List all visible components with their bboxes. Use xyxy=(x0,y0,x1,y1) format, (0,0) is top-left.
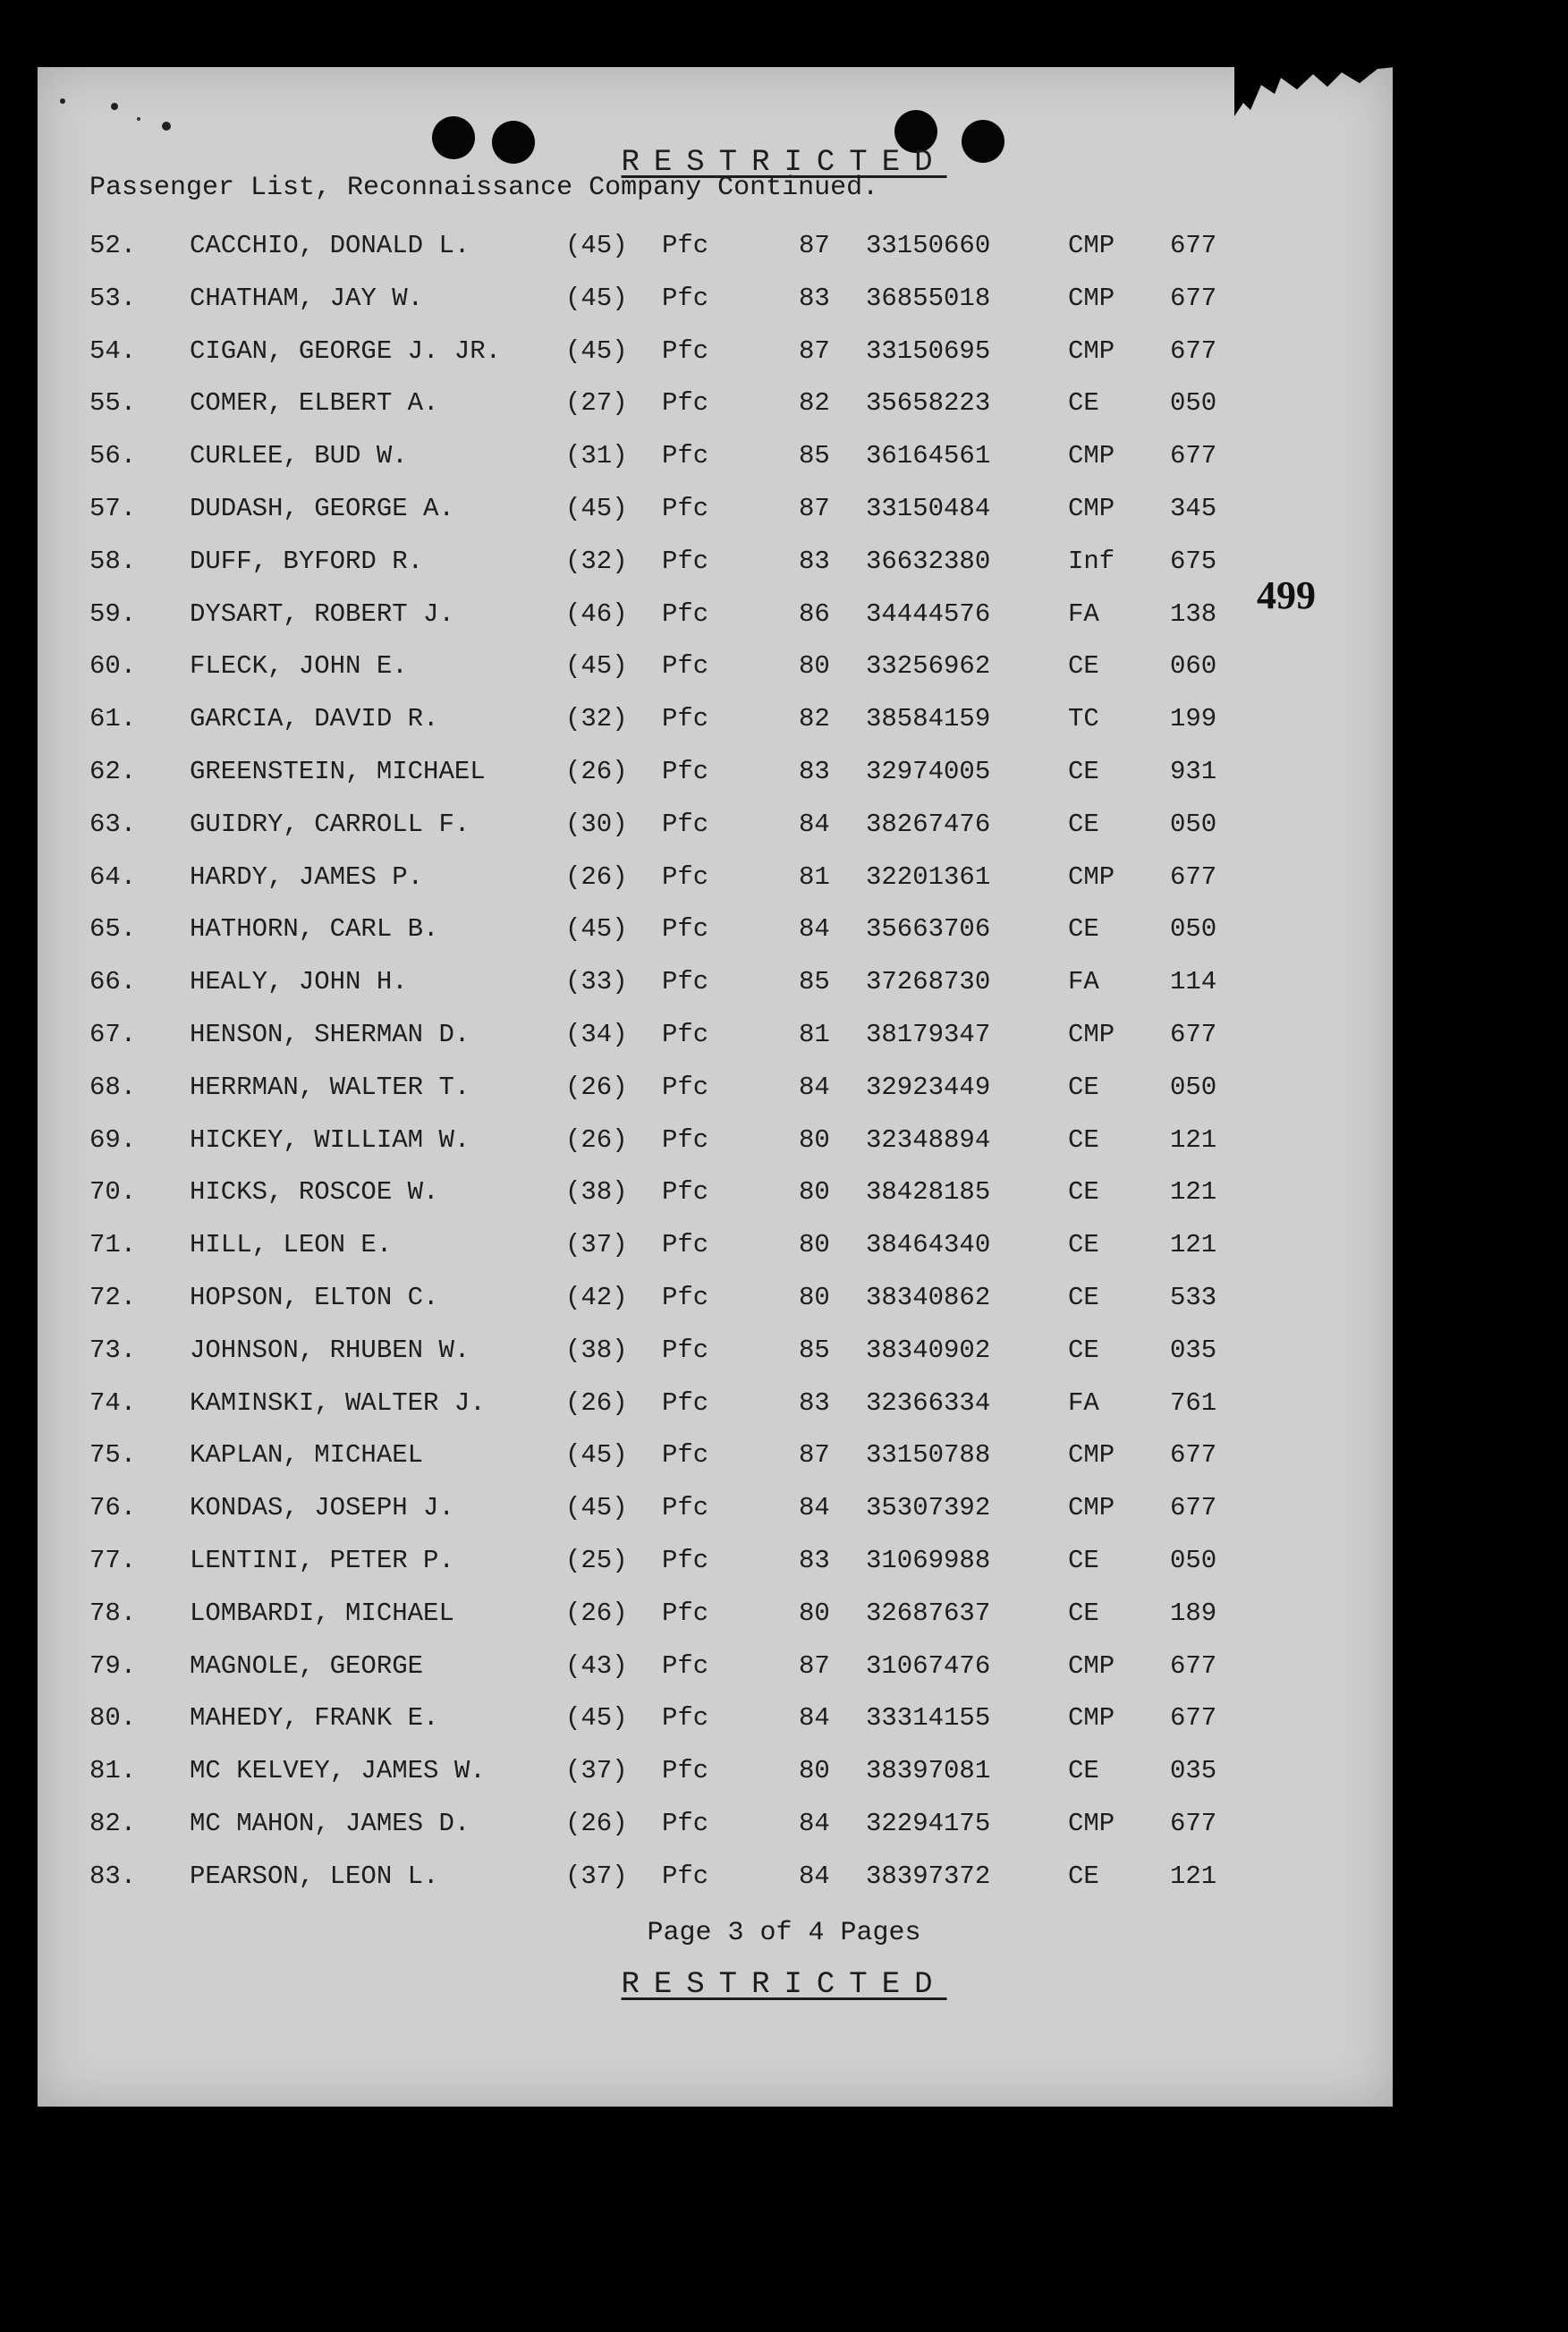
cell-serial: 33256962 xyxy=(866,651,991,682)
cell-serial: 32201361 xyxy=(866,861,991,892)
cell-rank: Pfc xyxy=(662,1703,709,1734)
cell-serial: 33150484 xyxy=(866,494,991,523)
cell-mos: 114 xyxy=(1170,967,1217,997)
cell-score: 84 xyxy=(799,1072,830,1102)
cell-name: MAGNOLE, GEORGE xyxy=(190,1650,424,1681)
cell-age: (30) xyxy=(565,809,628,839)
cell-num: 79. xyxy=(89,1650,137,1681)
cell-rank: Pfc xyxy=(662,441,709,471)
cell-serial: 33150695 xyxy=(866,335,991,366)
cell-serial: 38340902 xyxy=(866,1335,991,1365)
cell-age: (45) xyxy=(565,494,628,523)
cell-age: (45) xyxy=(565,283,628,313)
restricted-heading: RESTRICTED xyxy=(621,146,947,180)
page-label: Page 3 of 4 Pages xyxy=(647,1918,921,1948)
cell-age: (37) xyxy=(565,1230,628,1260)
cell-serial: 35663706 xyxy=(866,914,991,945)
cell-age: (45) xyxy=(565,651,628,682)
cell-name: JOHNSON, RHUBEN W. xyxy=(190,1335,470,1365)
cell-age: (26) xyxy=(565,1072,628,1102)
cell-branch: CMP xyxy=(1068,283,1115,313)
cell-num: 53. xyxy=(89,283,137,313)
cell-score: 84 xyxy=(799,1703,830,1734)
cell-branch: CE xyxy=(1068,1177,1099,1208)
cell-serial: 31067476 xyxy=(866,1650,991,1681)
cell-name: DUDASH, GEORGE A. xyxy=(190,494,454,523)
cell-branch: CE xyxy=(1068,1230,1099,1260)
cell-mos: 677 xyxy=(1170,861,1217,892)
cell-num: 67. xyxy=(89,1020,137,1049)
cell-serial: 31069988 xyxy=(866,1546,991,1575)
cell-serial: 34444576 xyxy=(866,598,991,629)
cell-mos: 060 xyxy=(1170,651,1217,682)
cell-branch: CE xyxy=(1068,1072,1099,1102)
cell-branch: CMP xyxy=(1068,231,1115,260)
cell-score: 83 xyxy=(799,1546,830,1575)
cell-mos: 677 xyxy=(1170,335,1217,366)
cell-rank: Pfc xyxy=(662,598,709,629)
cell-branch: CE xyxy=(1068,1861,1099,1891)
cell-rank: Pfc xyxy=(662,1124,709,1155)
cell-serial: 38428185 xyxy=(866,1177,991,1208)
cell-branch: CE xyxy=(1068,1598,1099,1628)
cell-serial: 38340862 xyxy=(866,1283,991,1312)
cell-score: 86 xyxy=(799,598,830,629)
cell-rank: Pfc xyxy=(662,967,709,997)
cell-serial: 32923449 xyxy=(866,1072,991,1102)
cell-num: 58. xyxy=(89,546,137,576)
cell-num: 75. xyxy=(89,1440,137,1471)
cell-mos: 121 xyxy=(1170,1124,1217,1155)
cell-branch: FA xyxy=(1068,598,1099,629)
cell-age: (45) xyxy=(565,914,628,945)
cell-serial: 32348894 xyxy=(866,1124,991,1155)
cell-age: (26) xyxy=(565,1387,628,1418)
cell-name: KONDAS, JOSEPH J. xyxy=(190,1493,454,1523)
cell-age: (45) xyxy=(565,231,628,260)
cell-branch: CMP xyxy=(1068,861,1115,892)
cell-score: 84 xyxy=(799,809,830,839)
cell-score: 82 xyxy=(799,388,830,419)
cell-mos: 677 xyxy=(1170,231,1217,260)
cell-num: 65. xyxy=(89,914,137,945)
cell-branch: Inf xyxy=(1068,546,1115,576)
cell-serial: 38584159 xyxy=(866,704,991,734)
cell-score: 82 xyxy=(799,704,830,734)
cell-branch: CE xyxy=(1068,1283,1099,1312)
cell-score: 81 xyxy=(799,1020,830,1049)
cell-mos: 035 xyxy=(1170,1756,1217,1786)
cell-num: 61. xyxy=(89,704,137,734)
cell-score: 87 xyxy=(799,335,830,366)
cell-branch: CE xyxy=(1068,757,1099,786)
cell-rank: Pfc xyxy=(662,704,709,734)
cell-name: HOPSON, ELTON C. xyxy=(190,1283,439,1312)
cell-name: LENTINI, PETER P. xyxy=(190,1546,454,1575)
cell-serial: 32974005 xyxy=(866,757,991,786)
cell-name: CIGAN, GEORGE J. JR. xyxy=(190,335,502,366)
cell-score: 84 xyxy=(799,1809,830,1838)
cell-num: 78. xyxy=(89,1598,137,1628)
cell-mos: 050 xyxy=(1170,388,1217,419)
cell-num: 63. xyxy=(89,809,137,839)
cell-name: DUFF, BYFORD R. xyxy=(190,546,424,576)
cell-rank: Pfc xyxy=(662,1809,709,1838)
cell-name: KAPLAN, MICHAEL xyxy=(190,1440,424,1471)
cell-mos: 050 xyxy=(1170,1546,1217,1575)
cell-name: COMER, ELBERT A. xyxy=(190,388,439,419)
cell-name: GARCIA, DAVID R. xyxy=(190,704,439,734)
torn-corner xyxy=(1234,67,1395,116)
cell-serial: 36855018 xyxy=(866,283,991,313)
cell-name: PEARSON, LEON L. xyxy=(190,1861,439,1891)
cell-mos: 189 xyxy=(1170,1598,1217,1628)
cell-rank: Pfc xyxy=(662,283,709,313)
cell-rank: Pfc xyxy=(662,1072,709,1102)
cell-mos: 761 xyxy=(1170,1387,1217,1418)
cell-num: 83. xyxy=(89,1861,137,1891)
cell-branch: CMP xyxy=(1068,1020,1115,1049)
cell-branch: CE xyxy=(1068,1335,1099,1365)
cell-score: 84 xyxy=(799,1493,830,1523)
cell-rank: Pfc xyxy=(662,651,709,682)
cell-name: HICKS, ROSCOE W. xyxy=(190,1177,439,1208)
cell-num: 64. xyxy=(89,861,137,892)
cell-num: 54. xyxy=(89,335,137,366)
cell-name: FLECK, JOHN E. xyxy=(190,651,408,682)
cell-branch: CMP xyxy=(1068,1440,1115,1471)
cell-branch: CE xyxy=(1068,1546,1099,1575)
cell-num: 77. xyxy=(89,1546,137,1575)
cell-score: 80 xyxy=(799,1124,830,1155)
cell-rank: Pfc xyxy=(662,335,709,366)
cell-rank: Pfc xyxy=(662,1598,709,1628)
cell-score: 83 xyxy=(799,757,830,786)
cell-score: 85 xyxy=(799,1335,830,1365)
cell-branch: TC xyxy=(1068,704,1099,734)
cell-branch: FA xyxy=(1068,1387,1099,1418)
cell-age: (38) xyxy=(565,1177,628,1208)
cell-age: (31) xyxy=(565,441,628,471)
cell-mos: 345 xyxy=(1170,494,1217,523)
cell-score: 87 xyxy=(799,494,830,523)
cell-num: 52. xyxy=(89,231,137,260)
cell-rank: Pfc xyxy=(662,914,709,945)
cell-mos: 677 xyxy=(1170,1703,1217,1734)
cell-rank: Pfc xyxy=(662,1335,709,1365)
cell-mos: 121 xyxy=(1170,1861,1217,1891)
cell-branch: CMP xyxy=(1068,335,1115,366)
cell-rank: Pfc xyxy=(662,1230,709,1260)
cell-serial: 33150660 xyxy=(866,231,991,260)
cell-age: (45) xyxy=(565,1440,628,1471)
cell-name: HARDY, JAMES P. xyxy=(190,861,424,892)
cell-name: HICKEY, WILLIAM W. xyxy=(190,1124,470,1155)
cell-num: 56. xyxy=(89,441,137,471)
cell-mos: 677 xyxy=(1170,283,1217,313)
cell-num: 76. xyxy=(89,1493,137,1523)
cell-mos: 050 xyxy=(1170,1072,1217,1102)
cell-serial: 38179347 xyxy=(866,1020,991,1049)
cell-mos: 677 xyxy=(1170,1650,1217,1681)
cell-age: (26) xyxy=(565,757,628,786)
cell-score: 87 xyxy=(799,1440,830,1471)
cell-serial: 38397372 xyxy=(866,1861,991,1891)
cell-name: KAMINSKI, WALTER J. xyxy=(190,1387,486,1418)
cell-branch: CMP xyxy=(1068,1703,1115,1734)
cell-branch: CE xyxy=(1068,1124,1099,1155)
cell-rank: Pfc xyxy=(662,1493,709,1523)
cell-score: 87 xyxy=(799,1650,830,1681)
cell-age: (45) xyxy=(565,1493,628,1523)
cell-num: 57. xyxy=(89,494,137,523)
cell-age: (46) xyxy=(565,598,628,629)
cell-age: (34) xyxy=(565,1020,628,1049)
cell-serial: 38397081 xyxy=(866,1756,991,1786)
cell-num: 60. xyxy=(89,651,137,682)
cell-branch: FA xyxy=(1068,967,1099,997)
cell-age: (45) xyxy=(565,1703,628,1734)
cell-age: (32) xyxy=(565,704,628,734)
cell-branch: CMP xyxy=(1068,1493,1115,1523)
cell-age: (26) xyxy=(565,1124,628,1155)
cell-score: 84 xyxy=(799,1861,830,1891)
cell-num: 69. xyxy=(89,1124,137,1155)
cell-mos: 138 xyxy=(1170,598,1217,629)
cell-rank: Pfc xyxy=(662,1177,709,1208)
cell-score: 80 xyxy=(799,1756,830,1786)
cell-branch: CMP xyxy=(1068,441,1115,471)
cell-name: HATHORN, CARL B. xyxy=(190,914,439,945)
cell-age: (37) xyxy=(565,1861,628,1891)
cell-mos: 533 xyxy=(1170,1283,1217,1312)
cell-rank: Pfc xyxy=(662,1283,709,1312)
cell-rank: Pfc xyxy=(662,1546,709,1575)
cell-serial: 37268730 xyxy=(866,967,991,997)
cell-rank: Pfc xyxy=(662,546,709,576)
cell-score: 85 xyxy=(799,441,830,471)
cell-score: 80 xyxy=(799,1283,830,1312)
cell-mos: 035 xyxy=(1170,1335,1217,1365)
cell-age: (42) xyxy=(565,1283,628,1312)
cell-name: LOMBARDI, MICHAEL xyxy=(190,1598,454,1628)
cell-mos: 675 xyxy=(1170,546,1217,576)
cell-mos: 677 xyxy=(1170,1440,1217,1471)
cell-num: 70. xyxy=(89,1177,137,1208)
cell-name: CHATHAM, JAY W. xyxy=(190,283,424,313)
cell-score: 83 xyxy=(799,283,830,313)
cell-age: (27) xyxy=(565,388,628,419)
cell-name: MC MAHON, JAMES D. xyxy=(190,1809,470,1838)
cell-mos: 677 xyxy=(1170,441,1217,471)
cell-serial: 35307392 xyxy=(866,1493,991,1523)
cell-score: 80 xyxy=(799,651,830,682)
cell-rank: Pfc xyxy=(662,809,709,839)
cell-serial: 32366334 xyxy=(866,1387,991,1418)
cell-branch: CE xyxy=(1068,1756,1099,1786)
cell-branch: CE xyxy=(1068,651,1099,682)
cell-age: (38) xyxy=(565,1335,628,1365)
cell-serial: 33314155 xyxy=(866,1703,991,1734)
cell-num: 72. xyxy=(89,1283,137,1312)
cell-rank: Pfc xyxy=(662,388,709,419)
cell-rank: Pfc xyxy=(662,1020,709,1049)
cell-score: 80 xyxy=(799,1598,830,1628)
cell-age: (26) xyxy=(565,1598,628,1628)
cell-num: 81. xyxy=(89,1756,137,1786)
cell-rank: Pfc xyxy=(662,1756,709,1786)
cell-branch: CE xyxy=(1068,809,1099,839)
cell-name: GREENSTEIN, MICHAEL xyxy=(190,757,486,786)
cell-rank: Pfc xyxy=(662,231,709,260)
cell-age: (25) xyxy=(565,1546,628,1575)
cell-age: (33) xyxy=(565,967,628,997)
cell-serial: 32687637 xyxy=(866,1598,991,1628)
cell-mos: 677 xyxy=(1170,1020,1217,1049)
list-title: Passenger List, Reconnaissance Company Continued. xyxy=(89,173,879,203)
restricted-footer: RESTRICTED xyxy=(621,1968,947,2002)
cell-mos: 931 xyxy=(1170,757,1217,786)
cell-branch: CMP xyxy=(1068,1650,1115,1681)
cell-name: GUIDRY, CARROLL F. xyxy=(190,809,470,839)
cell-mos: 677 xyxy=(1170,1493,1217,1523)
cell-name: MAHEDY, FRANK E. xyxy=(190,1703,439,1734)
cell-rank: Pfc xyxy=(662,757,709,786)
cell-serial: 36632380 xyxy=(866,546,991,576)
cell-score: 85 xyxy=(799,967,830,997)
cell-age: (45) xyxy=(565,335,628,366)
cell-name: HENSON, SHERMAN D. xyxy=(190,1020,470,1049)
cell-serial: 33150788 xyxy=(866,1440,991,1471)
cell-rank: Pfc xyxy=(662,494,709,523)
cell-rank: Pfc xyxy=(662,1650,709,1681)
cell-age: (32) xyxy=(565,546,628,576)
ink-specks xyxy=(54,94,179,139)
cell-branch: CMP xyxy=(1068,494,1115,523)
cell-name: MC KELVEY, JAMES W. xyxy=(190,1756,486,1786)
cell-mos: 199 xyxy=(1170,704,1217,734)
cell-serial: 36164561 xyxy=(866,441,991,471)
cell-serial: 32294175 xyxy=(866,1809,991,1838)
cell-serial: 35658223 xyxy=(866,388,991,419)
cell-num: 73. xyxy=(89,1335,137,1365)
cell-serial: 38464340 xyxy=(866,1230,991,1260)
cell-num: 59. xyxy=(89,598,137,629)
cell-name: HERRMAN, WALTER T. xyxy=(190,1072,470,1102)
margin-page-number: 499 xyxy=(1257,573,1316,617)
cell-score: 84 xyxy=(799,914,830,945)
cell-num: 74. xyxy=(89,1387,137,1418)
cell-name: DYSART, ROBERT J. xyxy=(190,598,454,629)
cell-rank: Pfc xyxy=(662,1861,709,1891)
cell-mos: 121 xyxy=(1170,1230,1217,1260)
cell-rank: Pfc xyxy=(662,861,709,892)
cell-rank: Pfc xyxy=(662,1387,709,1418)
cell-name: HILL, LEON E. xyxy=(190,1230,393,1260)
cell-num: 66. xyxy=(89,967,137,997)
cell-num: 55. xyxy=(89,388,137,419)
cell-name: CURLEE, BUD W. xyxy=(190,441,408,471)
cell-age: (26) xyxy=(565,861,628,892)
cell-branch: CMP xyxy=(1068,1809,1115,1838)
cell-age: (37) xyxy=(565,1756,628,1786)
cell-branch: CE xyxy=(1068,914,1099,945)
cell-score: 87 xyxy=(799,231,830,260)
cell-num: 82. xyxy=(89,1809,137,1838)
cell-score: 80 xyxy=(799,1230,830,1260)
cell-num: 62. xyxy=(89,757,137,786)
cell-branch: CE xyxy=(1068,388,1099,419)
cell-mos: 677 xyxy=(1170,1809,1217,1838)
cell-mos: 050 xyxy=(1170,914,1217,945)
cell-num: 71. xyxy=(89,1230,137,1260)
cell-mos: 050 xyxy=(1170,809,1217,839)
cell-score: 83 xyxy=(799,1387,830,1418)
cell-serial: 38267476 xyxy=(866,809,991,839)
cell-num: 80. xyxy=(89,1703,137,1734)
cell-name: HEALY, JOHN H. xyxy=(190,967,408,997)
cell-name: CACCHIO, DONALD L. xyxy=(190,231,470,260)
cell-score: 80 xyxy=(799,1177,830,1208)
cell-age: (43) xyxy=(565,1650,628,1681)
cell-score: 81 xyxy=(799,861,830,892)
cell-rank: Pfc xyxy=(662,1440,709,1471)
cell-age: (26) xyxy=(565,1809,628,1838)
cell-num: 68. xyxy=(89,1072,137,1102)
cell-mos: 121 xyxy=(1170,1177,1217,1208)
cell-score: 83 xyxy=(799,546,830,576)
